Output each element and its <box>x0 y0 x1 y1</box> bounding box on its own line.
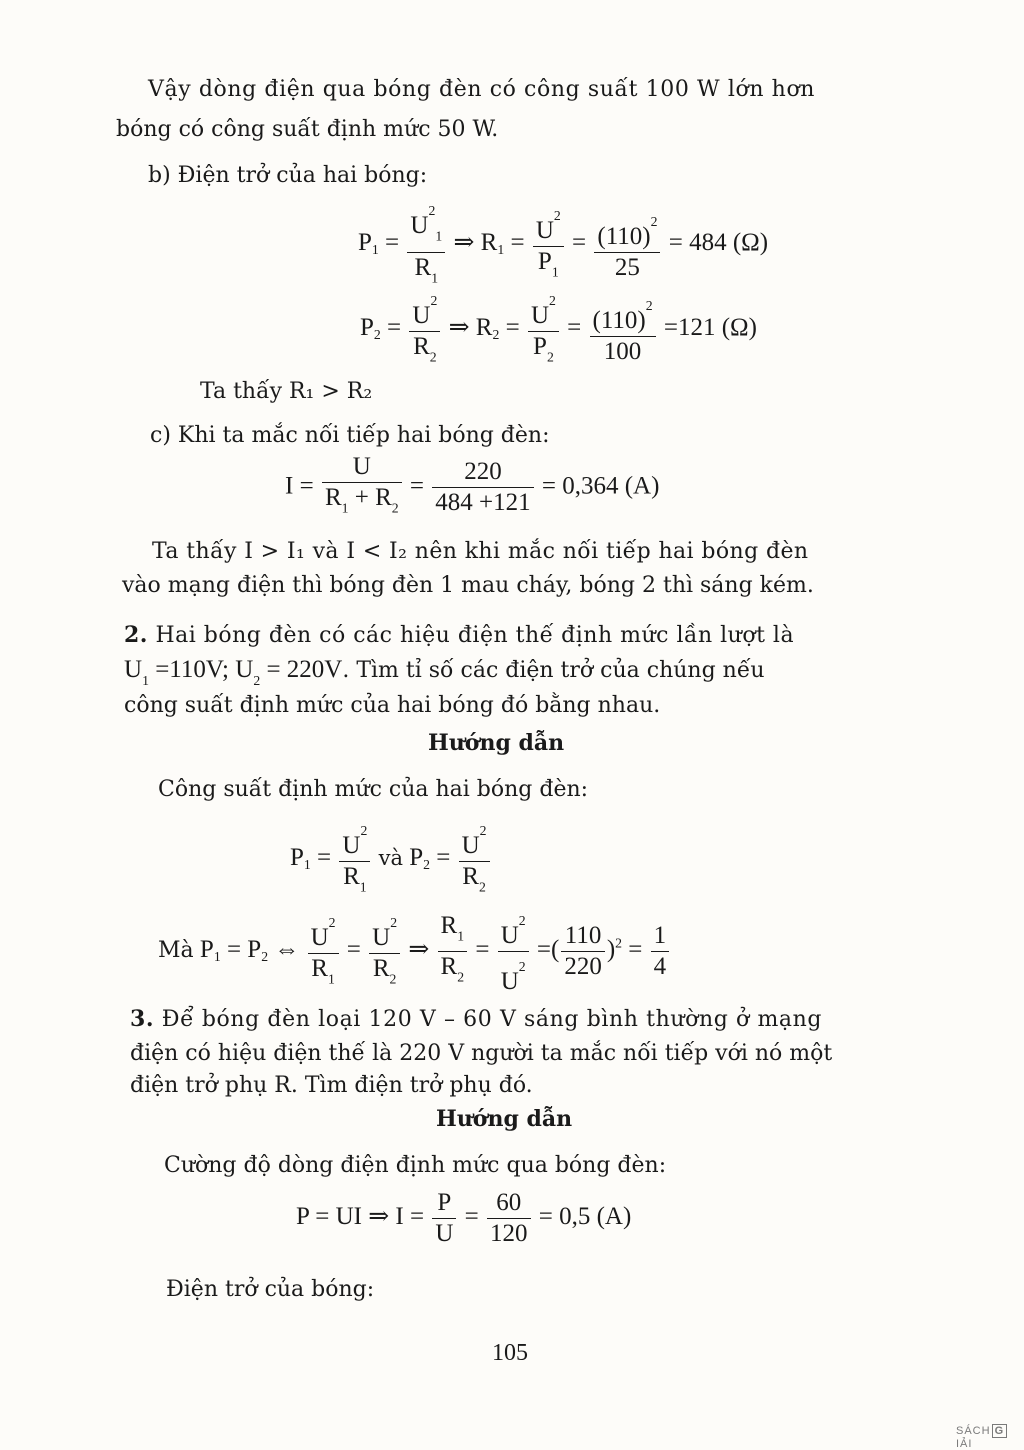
paren: ) <box>606 936 616 964</box>
solution-intro: Công suất định mức của hai bóng đèn: <box>158 777 589 802</box>
equals: = <box>387 313 402 341</box>
superscript: 2 <box>615 935 623 951</box>
subscript: 1 <box>142 672 149 688</box>
fraction <box>322 452 402 524</box>
numerator: U <box>530 302 550 329</box>
iff-arrow: ⇔ <box>274 936 300 964</box>
subscript: 1 <box>457 928 465 943</box>
symbol: P <box>360 313 374 341</box>
symbol: R <box>480 229 498 257</box>
denominator: 120 <box>490 1220 528 1247</box>
paren: ( <box>550 936 560 964</box>
subscript: 1 <box>303 856 311 872</box>
subscript: 1 <box>327 971 335 987</box>
superscript: 2 <box>360 823 368 838</box>
symbol: R <box>475 313 493 341</box>
numerator: U <box>535 217 554 245</box>
fraction <box>407 196 445 293</box>
fraction <box>594 207 660 283</box>
denominator: R <box>343 863 360 890</box>
subscript: 2 <box>373 326 381 342</box>
superscript: 2 <box>553 208 561 224</box>
superscript: 2 <box>518 913 526 928</box>
numerator: U <box>500 922 519 949</box>
numerator: U <box>342 832 361 859</box>
denominator: R <box>414 253 432 281</box>
question-3-line: điện trở phụ R. Tìm điện trở phụ đó. <box>130 1073 533 1098</box>
numerator: (110) <box>592 307 646 335</box>
section-c-title: c) Khi ta mắc nối tiếp hai bóng đèn: <box>150 423 550 448</box>
fraction <box>528 286 559 373</box>
fraction <box>590 291 656 367</box>
implies-arrow: ⇒ <box>453 229 475 257</box>
denominator: R <box>311 955 328 983</box>
question-2-line <box>124 620 794 651</box>
subscript: 2 <box>253 672 261 688</box>
numerator: 110 <box>561 921 605 952</box>
superscript: 2 <box>518 959 526 974</box>
superscript: 2 <box>328 915 336 931</box>
fraction <box>438 911 468 993</box>
fraction <box>432 457 533 518</box>
fraction <box>533 201 564 288</box>
logo-text: SÁCH <box>956 1425 991 1437</box>
denominator: 220 <box>564 953 602 980</box>
denominator: R <box>372 955 390 983</box>
question-3-line: điện có hiệu điện thế là 220 V người ta mắc nối tiếp với nó một <box>130 1041 833 1066</box>
symbol: P = UI ⇒ I = <box>296 1203 425 1231</box>
implies-arrow: ⇒ <box>448 313 470 341</box>
fraction <box>651 921 670 982</box>
result: = 0,364 (A) <box>541 472 660 500</box>
paragraph-line: vào mạng điện thì bóng đèn 1 mau cháy, bóng 2 thì sáng kém. <box>122 573 814 598</box>
equals: = <box>510 229 525 257</box>
logo-text: IẢI <box>956 1438 973 1450</box>
numerator: 1 <box>651 921 670 952</box>
numerator: 60 <box>487 1188 531 1219</box>
denominator: + R <box>348 484 392 511</box>
fraction <box>561 921 605 982</box>
subscript: 1 <box>341 500 349 516</box>
denominator: 484 +121 <box>435 489 531 517</box>
subscript: 2 <box>391 500 399 516</box>
equals: = <box>572 229 587 257</box>
numerator: U <box>412 302 431 329</box>
superscript: 2 <box>390 915 398 931</box>
fraction <box>432 1188 456 1249</box>
formula-r1 <box>358 196 768 293</box>
numerator: U <box>461 832 480 859</box>
logo-box: G <box>992 1424 1008 1438</box>
fraction <box>459 816 490 903</box>
sachgiai-logo <box>956 1424 1024 1450</box>
subscript: 2 <box>429 349 437 365</box>
fraction <box>339 816 370 903</box>
subscript: 2 <box>478 879 486 895</box>
question-number: 2. <box>124 622 148 648</box>
denominator: 100 <box>603 338 642 366</box>
subscript: 1 <box>359 879 367 895</box>
comparison-line: Ta thấy R₁ > R₂ <box>200 379 373 404</box>
value: =110V; U <box>148 656 254 683</box>
section-b-title: b) Điện trở của hai bóng: <box>148 163 428 188</box>
and-word: và <box>378 845 403 870</box>
question-2-line: công suất định mức của hai bóng đó bằng nhau. <box>124 693 661 718</box>
denominator: 25 <box>614 253 640 281</box>
subscript: 1 <box>435 228 443 244</box>
numerator: U <box>410 212 429 239</box>
denominator: R <box>324 484 342 511</box>
section-heading: Hướng dẫn <box>428 730 565 756</box>
result: = 484 (Ω) <box>668 229 769 257</box>
numerator: R <box>440 911 458 939</box>
superscript: 2 <box>549 293 556 308</box>
symbol: P <box>409 843 424 871</box>
subscript: 2 <box>423 856 430 872</box>
denominator: P <box>537 248 552 276</box>
subscript: 1 <box>551 264 559 280</box>
question-text: Hai bóng đèn có các hiệu điện thế định mức lần lượt là <box>147 623 795 648</box>
solution-intro: Điện trở của bóng: <box>166 1277 375 1302</box>
fraction <box>369 908 400 995</box>
equals: = <box>567 313 582 341</box>
formula-power: P1 = $\frac{U^2}{R_1}$ và P2 = $\frac{U^2}{R_2}$ <box>290 816 492 903</box>
paragraph-line: Vậy dòng điện qua bóng đèn có công suất 100 W lớn hơn <box>148 77 816 102</box>
formula-r2 <box>360 286 757 373</box>
symbol: P <box>247 936 262 964</box>
numerator: 220 <box>432 457 533 488</box>
fraction <box>409 286 440 373</box>
symbol: U <box>124 656 143 683</box>
denominator: R <box>440 953 458 980</box>
subscript: 2 <box>389 971 397 987</box>
superscript: 2 <box>479 823 487 838</box>
formula-ratio: Mà P1 = P2 ⇔ $\frac{U^2}{R_1}$ = $\frac{U^2}{R_2}$ ⇒ $\frac{R_1}{R_2}$ = $\frac{U^2}{U^2}$ =( $\frac{110}{220}$ )$^2$ = $\frac{1}{4}$ <box>158 906 671 997</box>
denominator: U <box>435 1220 454 1247</box>
subscript: 2 <box>457 969 465 985</box>
symbol: P <box>290 843 304 871</box>
superscript: 2 <box>645 298 653 314</box>
value: = 220V <box>260 656 343 683</box>
solution-intro: Cường độ dòng điện định mức qua bóng đèn: <box>164 1153 667 1178</box>
prefix-word: Mà <box>158 938 194 964</box>
page-number: 105 <box>492 1340 528 1366</box>
formula-rated-current <box>296 1188 631 1249</box>
section-heading: Hướng dẫn <box>436 1106 573 1132</box>
subscript: 1 <box>213 949 221 965</box>
superscript: 2 <box>428 203 436 218</box>
denominator: P <box>533 333 547 360</box>
numerator: (110) <box>597 222 651 250</box>
subscript: 1 <box>371 242 379 258</box>
paragraph-line: Ta thấy I > I₁ và I < I₂ nên khi mắc nối tiếp hai bóng đèn <box>152 539 809 564</box>
subscript: 1 <box>431 270 439 285</box>
numerator: U <box>322 452 402 483</box>
subscript: 2 <box>261 949 269 965</box>
symbol: I = <box>285 472 314 500</box>
question-text: Để bóng đèn loại 120 V – 60 V sáng bình thường ở mạng <box>154 1007 823 1032</box>
question-3-line <box>130 1004 822 1035</box>
formula-current <box>285 452 659 524</box>
denominator: 4 <box>653 953 667 980</box>
subscript: 1 <box>497 242 505 258</box>
equals: = <box>409 472 425 500</box>
denominator: U <box>500 968 519 995</box>
numerator: P <box>432 1188 456 1219</box>
subscript: 2 <box>546 349 554 365</box>
implies-arrow: ⇒ <box>408 936 430 964</box>
result: = 0,5 (A) <box>538 1203 632 1231</box>
denominator: R <box>413 333 430 360</box>
numerator: U <box>310 924 329 952</box>
superscript: 2 <box>430 293 438 308</box>
fraction <box>487 1188 531 1249</box>
symbol: P <box>199 936 214 964</box>
fraction <box>308 908 339 995</box>
denominator: R <box>462 863 479 890</box>
fraction <box>498 906 529 997</box>
superscript: 2 <box>650 213 658 229</box>
symbol: P <box>358 229 372 257</box>
equals: = <box>385 229 400 257</box>
equals: = <box>505 313 520 341</box>
result: =121 (Ω) <box>663 313 757 341</box>
numerator: U <box>372 924 391 952</box>
subscript: 2 <box>492 326 500 342</box>
question-text: . Tìm tỉ số các điện trở của chúng nếu <box>342 658 765 683</box>
question-number: 3. <box>130 1006 155 1032</box>
equals: = <box>464 1203 479 1231</box>
paragraph-line: bóng có công suất định mức 50 W. <box>116 117 499 142</box>
